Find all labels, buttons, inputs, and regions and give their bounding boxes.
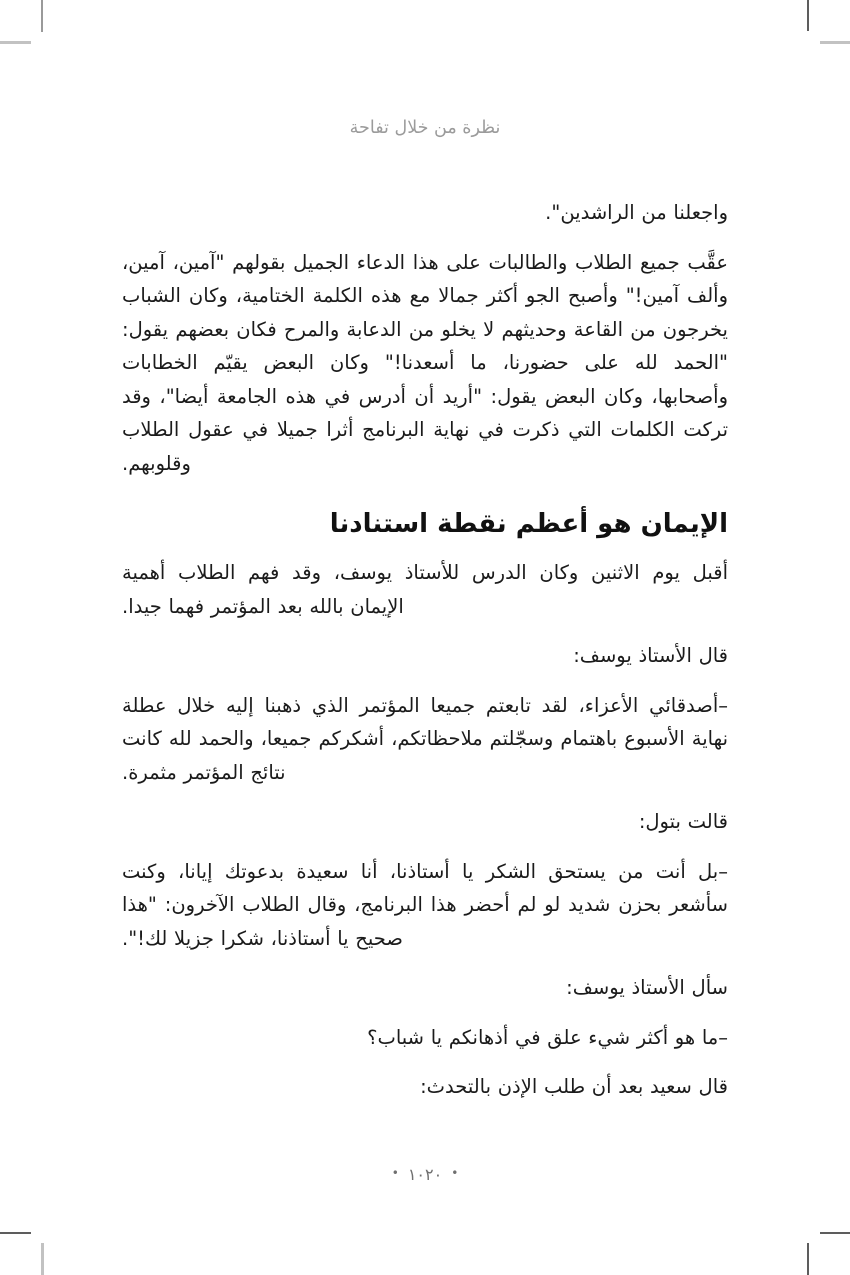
crop-mark-top-left-vertical xyxy=(41,0,43,32)
crop-mark-top-left-horizontal xyxy=(0,41,31,44)
crop-mark-bottom-right-horizontal xyxy=(820,1232,850,1234)
dialogue-paragraph: –ما هو أكثر شيء علق في أذهانكم يا شباب؟ xyxy=(367,1025,728,1049)
paragraph-body: عقَّب جميع الطلاب والطالبات على هذا الدعاء الجميل بقولهم "آمين، آمين، وألف آمين!" وأصبح الجو أكثر جمالا مع هذه الكلمة الختامية، وكان الشباب يخرجون من القاعة وحديثهم لا يخلو من الدعابة والمرح فكان بعضهم يقول: "الحمد لله على حضورنا، ما أسعدنا!" وكان البعض يقيّم الخطابات وأصحابها، وكان البعض يقول: "أريد أن أدرس في هذه الجامعة أيضا"، وقد تركت الكلمات التي ذكرت في نهاية البرنامج أثرا جميلا في عقول الطلاب وقلوبهم. xyxy=(122,250,728,475)
section-heading: الإيمان هو أعظم نقطة استنادنا xyxy=(329,509,728,539)
dialogue-paragraph: –أصدقائي الأعزاء، لقد تابعتم جميعا المؤتمر الذي ذهبنا إليه خلال عطلة نهاية الأسبوع باهتمام وسجّلتم ملاحظاتكم، أشكركم جميعا، والحمد لله كانت نتائج المؤتمر مثمرة. xyxy=(122,693,728,784)
folio-ornament-right: • xyxy=(451,1166,459,1180)
speaker-cue: سأل الأستاذ يوسف: xyxy=(566,976,728,999)
page-content-frame xyxy=(122,0,728,1275)
paragraph-body: أقبل يوم الاثنين وكان الدرس للأستاذ يوسف، وقد فهم الطلاب أهمية الإيمان بالله بعد المؤتمر فهما جيدا. xyxy=(122,561,728,618)
crop-mark-top-right-vertical xyxy=(807,0,809,31)
crop-mark-bottom-right-vertical xyxy=(807,1243,809,1275)
body-text-area xyxy=(122,196,728,1120)
dialogue-paragraph: –بل أنت من يستحق الشكر يا أستاذنا، أنا سعيدة بدعوتك إيانا، وكنت سأشعر بحزن شديد لو لم أحضر هذا البرنامج، وقال الطلاب الآخرون: "هذا صحيح يا أستاذنا، شكرا جزيلا لك!". xyxy=(122,859,728,950)
speaker-cue: قالت بتول: xyxy=(638,810,728,833)
running-head: نظرة من خلال تفاحة xyxy=(349,118,501,138)
folio-number: ١٠٢٠ xyxy=(407,1165,443,1184)
crop-mark-bottom-left-vertical xyxy=(41,1243,44,1275)
crop-mark-top-right-horizontal xyxy=(820,41,850,44)
speaker-cue: قال سعيد بعد أن طلب الإذن بالتحدث: xyxy=(420,1075,728,1098)
page-folio xyxy=(122,1165,728,1184)
paragraph-continuation: واجعلنا من الراشدين". xyxy=(545,201,728,224)
folio-ornament-left: • xyxy=(391,1166,399,1180)
crop-mark-bottom-left-horizontal xyxy=(0,1232,31,1234)
speaker-cue: قال الأستاذ يوسف: xyxy=(573,644,728,667)
